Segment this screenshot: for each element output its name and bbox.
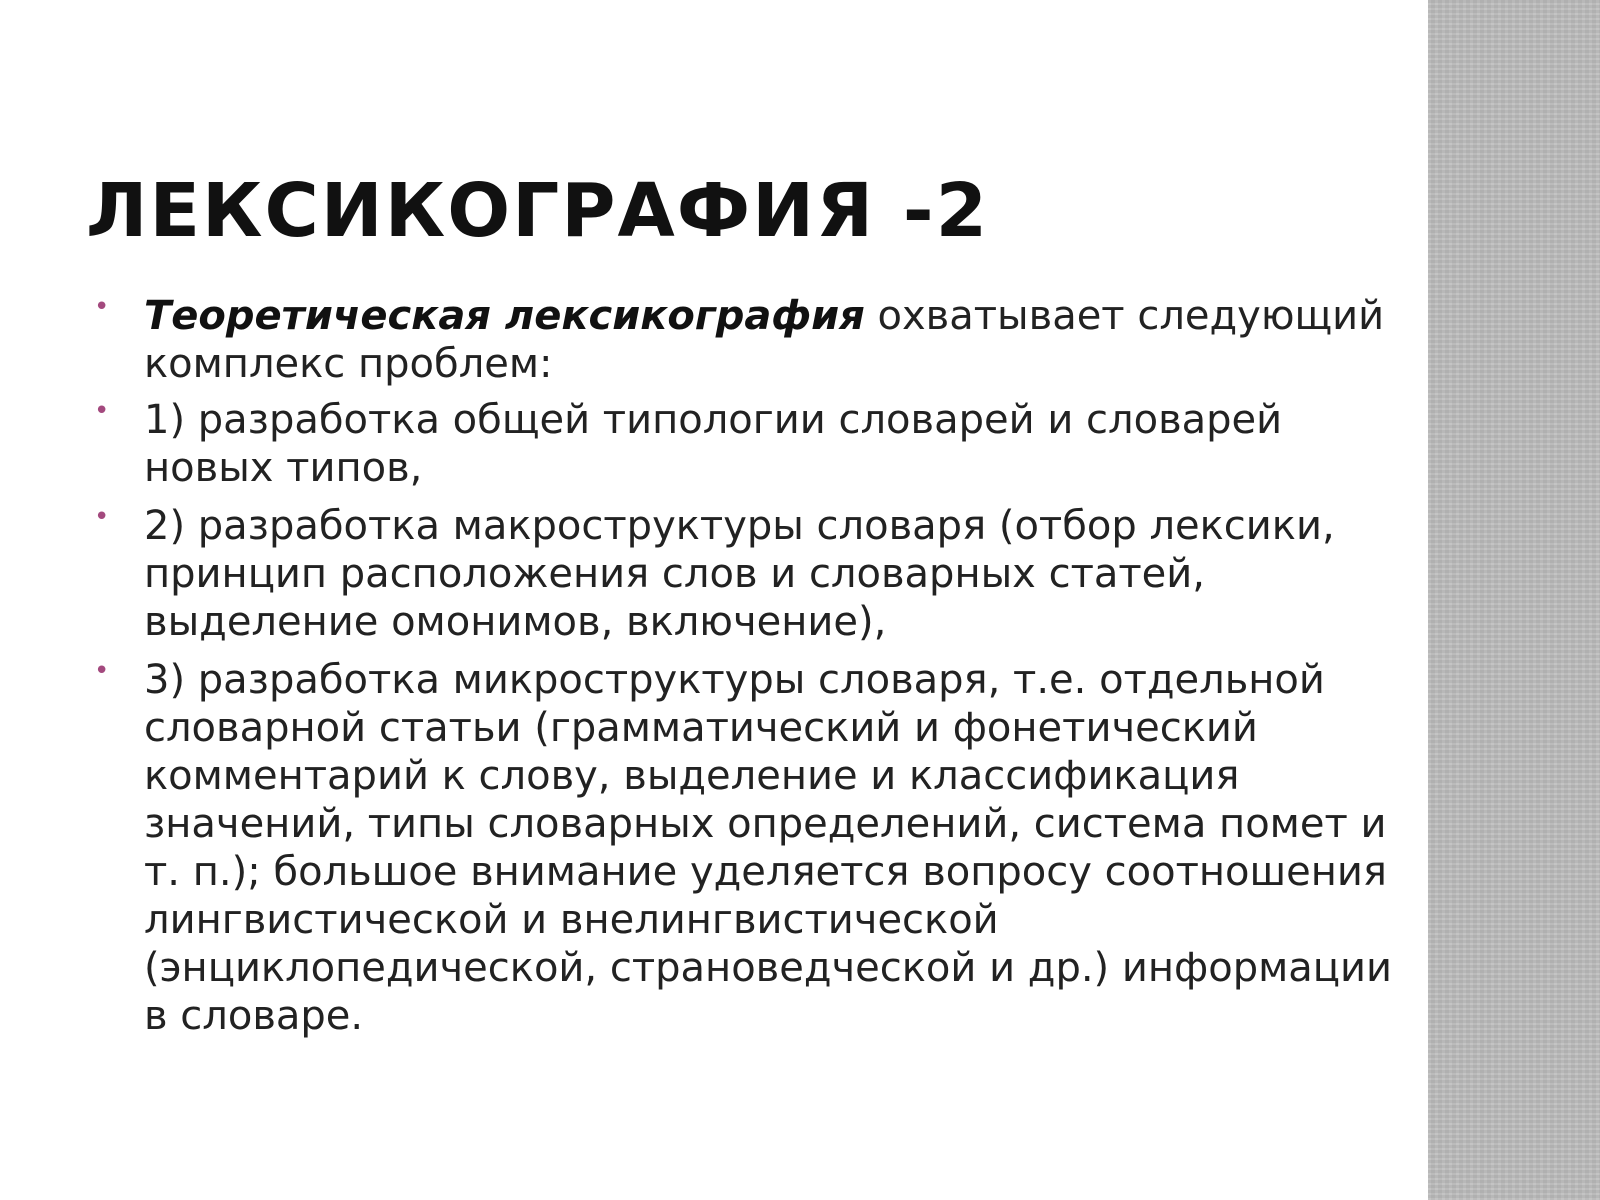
bullet-text: 2) разработка макроструктуры словаря (отбор лексики, принцип расположения слов и словарных статей, выделение омонимов, включение),	[144, 503, 1335, 645]
bullet-term: Теоретическая лексикография	[144, 293, 865, 339]
bullet-item	[92, 396, 1392, 492]
bullet-dot-icon: •	[94, 396, 110, 426]
slide-title: ЛЕКСИКОГРАФИЯ -2	[86, 168, 990, 254]
bullet-item	[92, 292, 1392, 388]
bullet-dot-icon: •	[94, 656, 110, 686]
bullet-dot-icon: •	[94, 292, 110, 322]
bullet-list	[92, 292, 1392, 1048]
decorative-side-panel	[1428, 0, 1600, 1200]
bullet-text: 3) разработка микроструктуры словаря, т.е. отдельной словарной статьи (грамматический и фонетический комментарий к слову, выделение и классификация значений, типы словарных определений, система помет и т. п.); большое внимание уделяется вопросу соотношения лингвистической и внелингвистической (энциклопедической, страноведческой и др.) информации в словаре.	[144, 657, 1392, 1039]
bullet-body: охватывает следующий комплекс проблем:	[144, 293, 1385, 387]
bullet-dot-icon: •	[94, 502, 110, 532]
bullet-item	[92, 502, 1392, 646]
bullet-text: 1) разработка общей типологии словарей и словарей новых типов,	[144, 397, 1283, 491]
bullet-text	[144, 292, 1392, 388]
bullet-item	[92, 656, 1392, 1040]
